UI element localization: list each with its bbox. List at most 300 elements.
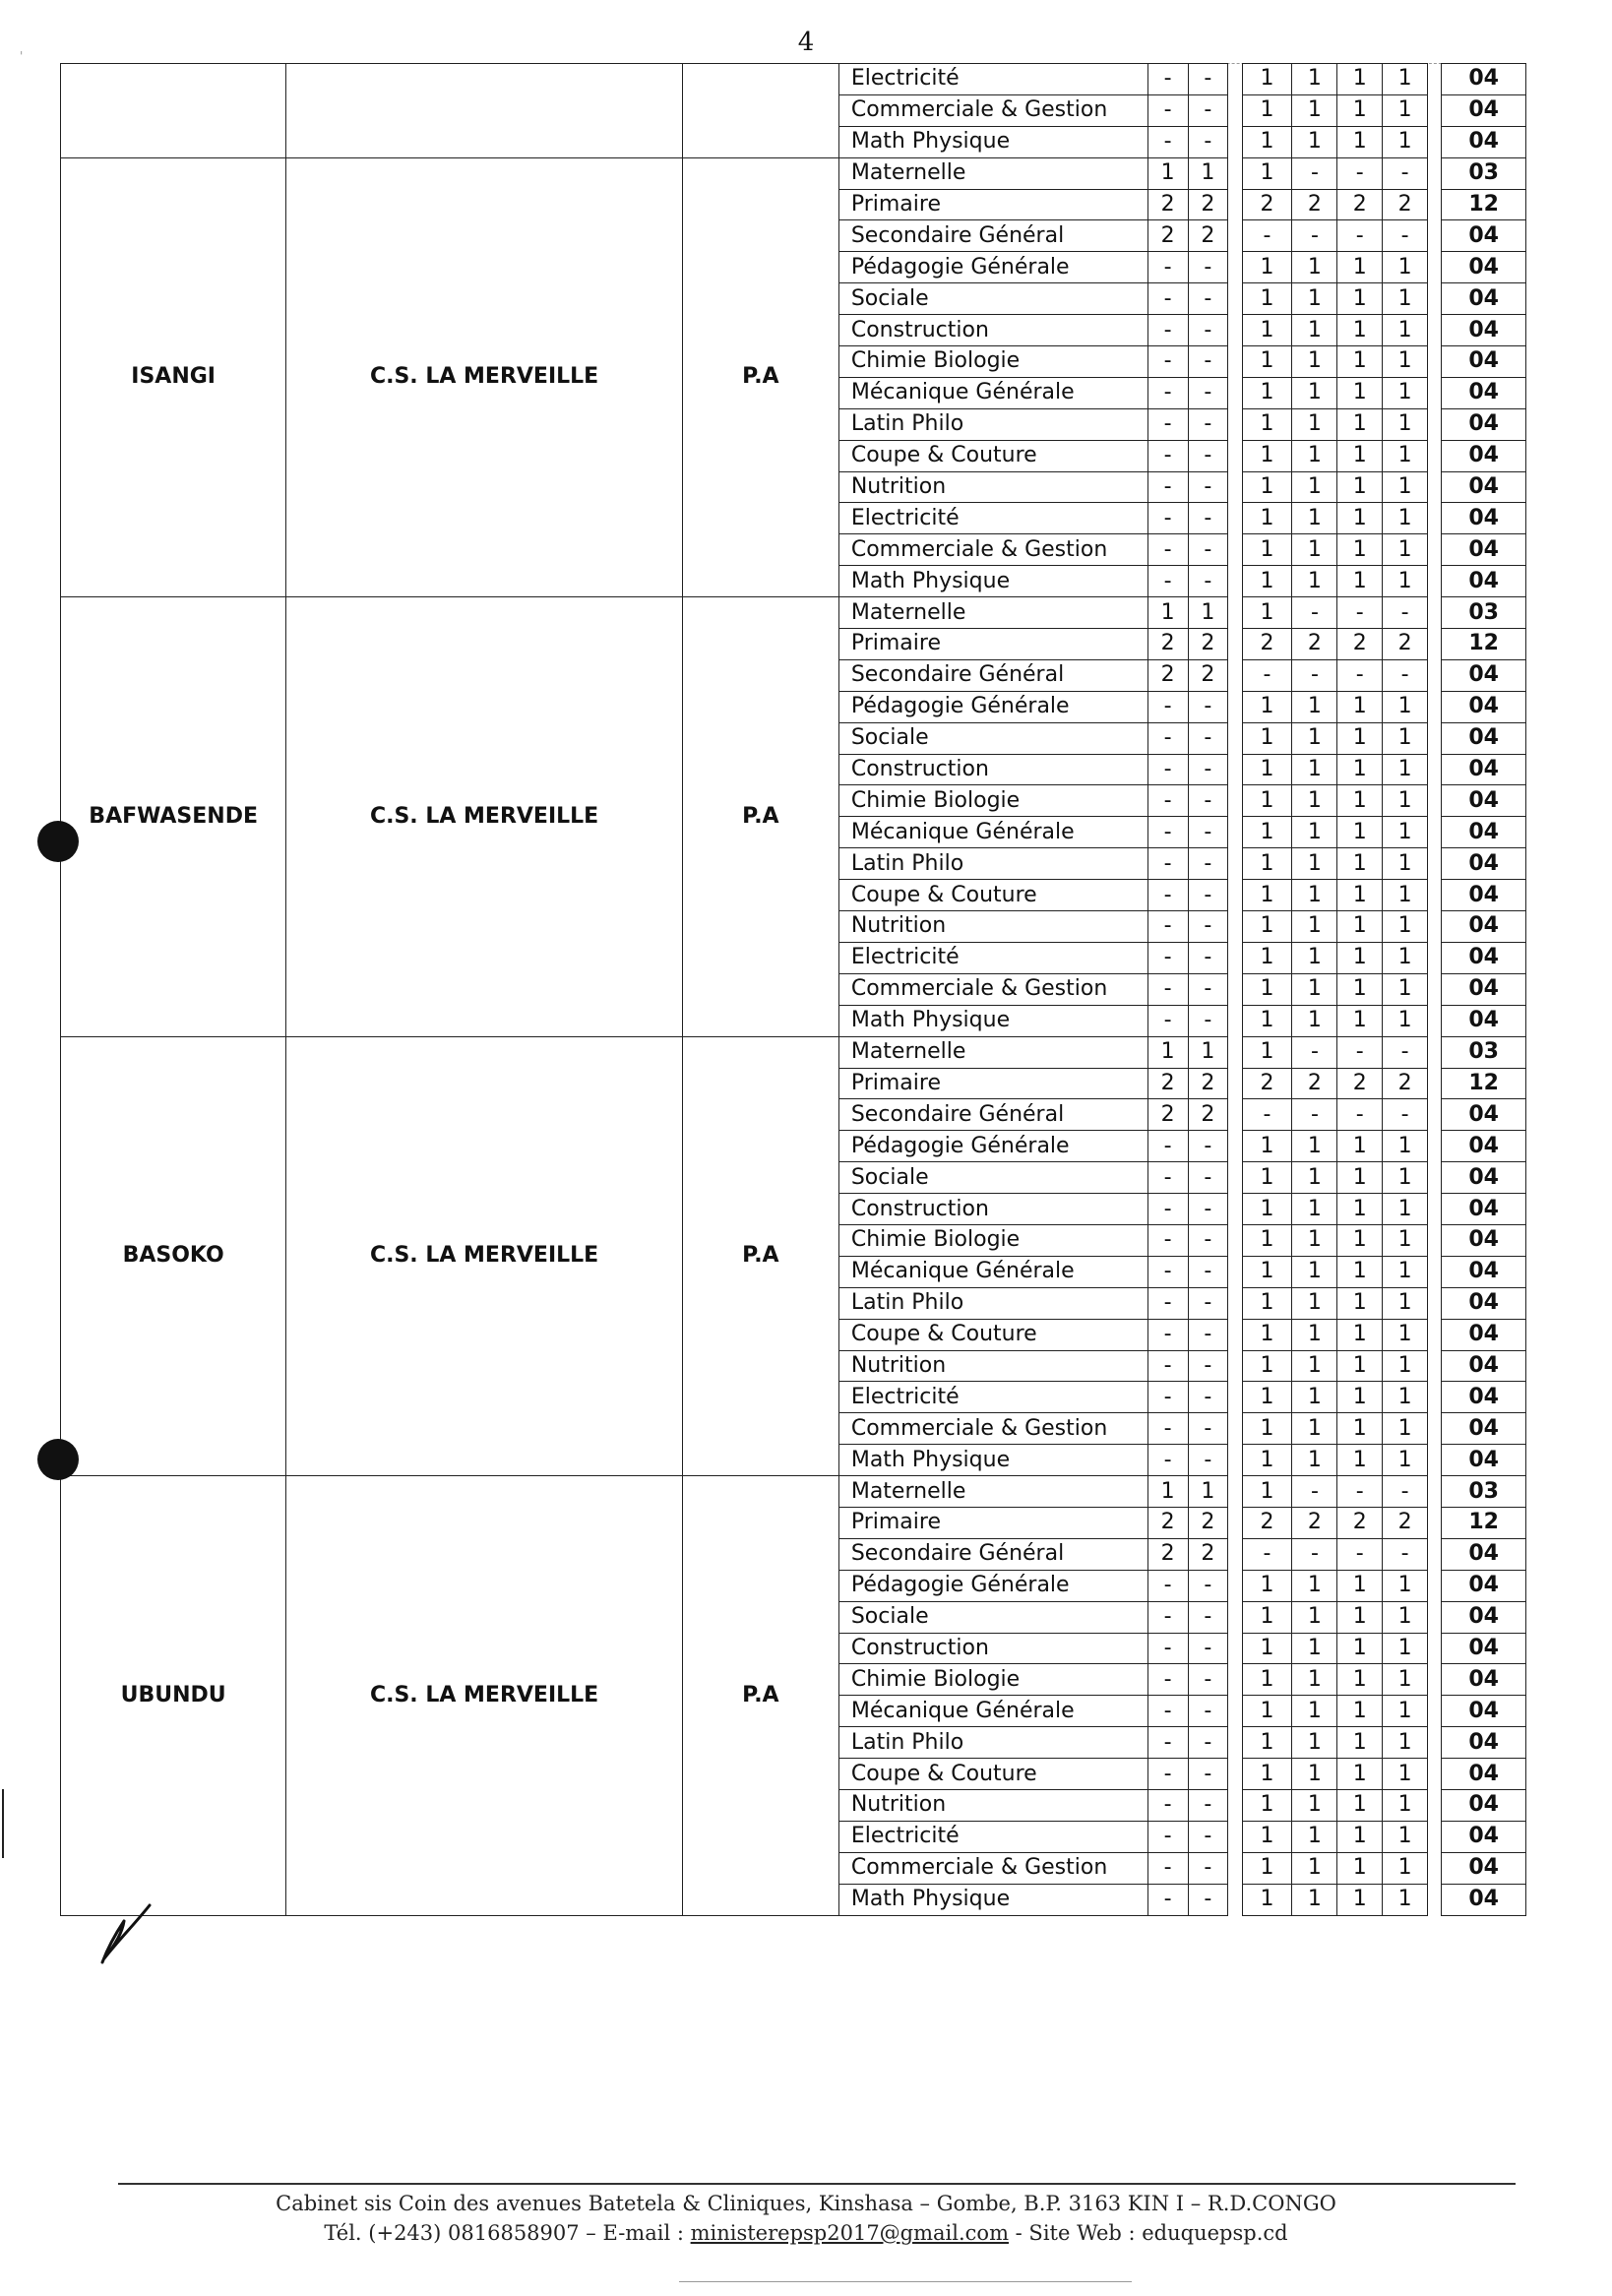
total-cell: 04 bbox=[1442, 346, 1526, 378]
total-cell: 04 bbox=[1442, 817, 1526, 848]
count-cell: 1 bbox=[1383, 722, 1428, 754]
count-cell: 2 bbox=[1147, 629, 1188, 660]
count-cell: - bbox=[1147, 377, 1188, 408]
spacer-cell bbox=[1228, 1350, 1242, 1382]
count-cell: - bbox=[1147, 1224, 1188, 1256]
table-row bbox=[61, 64, 1526, 95]
count-cell: - bbox=[1147, 1759, 1188, 1790]
spacer-cell bbox=[1428, 973, 1442, 1005]
count-cell: 1 bbox=[1292, 1789, 1337, 1821]
count-cell: - bbox=[1188, 1570, 1228, 1601]
count-cell: 1 bbox=[1242, 315, 1292, 346]
count-cell: - bbox=[1383, 659, 1428, 691]
count-cell: 1 bbox=[1337, 503, 1383, 534]
spacer-cell bbox=[1228, 1476, 1242, 1508]
count-cell: 1 bbox=[1292, 1224, 1337, 1256]
spacer-cell bbox=[1228, 1224, 1242, 1256]
spacer-cell bbox=[1428, 848, 1442, 880]
count-cell: 2 bbox=[1337, 189, 1383, 220]
count-cell: 1 bbox=[1292, 1664, 1337, 1696]
count-cell: 2 bbox=[1292, 189, 1337, 220]
spacer-cell bbox=[1428, 1099, 1442, 1131]
spacer-cell bbox=[1228, 220, 1242, 252]
count-cell: 1 bbox=[1242, 1789, 1292, 1821]
option-cell: Math Physique bbox=[838, 1445, 1147, 1476]
footer-rule bbox=[118, 2183, 1516, 2185]
count-cell: - bbox=[1337, 1538, 1383, 1570]
count-cell: 1 bbox=[1292, 1162, 1337, 1194]
count-cell: 1 bbox=[1292, 503, 1337, 534]
count-cell: 1 bbox=[1292, 440, 1337, 471]
count-cell: 1 bbox=[1242, 1821, 1292, 1852]
spacer-cell bbox=[1428, 1131, 1442, 1162]
count-cell: - bbox=[1188, 1884, 1228, 1915]
spacer-cell bbox=[1228, 1256, 1242, 1287]
count-cell: 1 bbox=[1383, 1601, 1428, 1633]
option-cell: Sociale bbox=[838, 722, 1147, 754]
count-cell: - bbox=[1337, 597, 1383, 629]
option-cell: Pédagogie Générale bbox=[838, 1570, 1147, 1601]
count-cell: 1 bbox=[1337, 1382, 1383, 1413]
total-cell: 04 bbox=[1442, 1194, 1526, 1225]
count-cell: 1 bbox=[1292, 94, 1337, 126]
count-cell: 1 bbox=[1383, 1789, 1428, 1821]
count-cell: 1 bbox=[1383, 1664, 1428, 1696]
count-cell: - bbox=[1188, 1664, 1228, 1696]
total-cell: 04 bbox=[1442, 1759, 1526, 1790]
spacer-cell bbox=[1428, 1601, 1442, 1633]
count-cell: - bbox=[1292, 1476, 1337, 1508]
count-cell: - bbox=[1383, 1476, 1428, 1508]
total-cell: 12 bbox=[1442, 1507, 1526, 1538]
count-cell: 1 bbox=[1292, 1350, 1337, 1382]
option-cell: Coupe & Couture bbox=[838, 1759, 1147, 1790]
spacer-cell bbox=[1428, 503, 1442, 534]
count-cell: - bbox=[1188, 534, 1228, 566]
count-cell: 1 bbox=[1337, 1727, 1383, 1759]
spacer-cell bbox=[1428, 1256, 1442, 1287]
count-cell: 1 bbox=[1292, 377, 1337, 408]
count-cell: - bbox=[1188, 754, 1228, 785]
count-cell: 1 bbox=[1337, 911, 1383, 943]
count-cell: 1 bbox=[1337, 1633, 1383, 1664]
spacer-cell bbox=[1228, 1036, 1242, 1068]
option-cell: Sociale bbox=[838, 1162, 1147, 1194]
count-cell: 1 bbox=[1337, 1821, 1383, 1852]
option-cell: Latin Philo bbox=[838, 1727, 1147, 1759]
count-cell: - bbox=[1188, 1287, 1228, 1319]
count-cell: - bbox=[1188, 1759, 1228, 1790]
count-cell: - bbox=[1147, 1319, 1188, 1350]
count-cell: 1 bbox=[1242, 1319, 1292, 1350]
spacer-cell bbox=[1428, 1570, 1442, 1601]
count-cell: 1 bbox=[1292, 942, 1337, 973]
count-cell: 1 bbox=[1242, 1852, 1292, 1884]
spacer-cell bbox=[1428, 534, 1442, 566]
count-cell: 1 bbox=[1383, 408, 1428, 440]
count-cell: - bbox=[1147, 346, 1188, 378]
count-cell: - bbox=[1188, 1162, 1228, 1194]
total-cell: 04 bbox=[1442, 1821, 1526, 1852]
count-cell: - bbox=[1147, 1445, 1188, 1476]
spacer-cell bbox=[1428, 1445, 1442, 1476]
count-cell: 1 bbox=[1337, 408, 1383, 440]
count-cell: - bbox=[1147, 252, 1188, 283]
count-cell: - bbox=[1147, 722, 1188, 754]
spacer-cell bbox=[1228, 252, 1242, 283]
count-cell: 1 bbox=[1292, 1382, 1337, 1413]
spacer-cell bbox=[1228, 973, 1242, 1005]
option-cell: Secondaire Général bbox=[838, 659, 1147, 691]
count-cell: 1 bbox=[1242, 1476, 1292, 1508]
option-cell: Commerciale & Gestion bbox=[838, 1413, 1147, 1445]
option-cell: Maternelle bbox=[838, 1476, 1147, 1508]
count-cell: 1 bbox=[1292, 1256, 1337, 1287]
count-cell: 1 bbox=[1337, 973, 1383, 1005]
spacer-cell bbox=[1228, 880, 1242, 911]
count-cell: - bbox=[1292, 220, 1337, 252]
count-cell: - bbox=[1147, 1664, 1188, 1696]
total-cell: 12 bbox=[1442, 629, 1526, 660]
spacer-cell bbox=[1428, 629, 1442, 660]
count-cell: - bbox=[1147, 1005, 1188, 1036]
total-cell: 04 bbox=[1442, 408, 1526, 440]
total-cell: 04 bbox=[1442, 1884, 1526, 1915]
count-cell: 1 bbox=[1383, 1759, 1428, 1790]
count-cell: 1 bbox=[1292, 252, 1337, 283]
total-cell: 04 bbox=[1442, 471, 1526, 503]
total-cell: 04 bbox=[1442, 1852, 1526, 1884]
count-cell: - bbox=[1147, 64, 1188, 95]
count-cell: 1 bbox=[1292, 534, 1337, 566]
footer-website: - Site Web : eduquepsp.cd bbox=[1008, 2221, 1288, 2245]
option-cell: Latin Philo bbox=[838, 408, 1147, 440]
count-cell: - bbox=[1292, 1036, 1337, 1068]
status-cell: P.A bbox=[682, 1476, 838, 1915]
option-cell: Mécanique Générale bbox=[838, 1696, 1147, 1727]
option-cell: Mécanique Générale bbox=[838, 817, 1147, 848]
count-cell: - bbox=[1147, 817, 1188, 848]
spacer-cell bbox=[1228, 283, 1242, 315]
spacer-cell bbox=[1428, 1789, 1442, 1821]
count-cell: 1 bbox=[1242, 597, 1292, 629]
count-cell: 1 bbox=[1188, 597, 1228, 629]
option-cell: Sociale bbox=[838, 283, 1147, 315]
count-cell: - bbox=[1147, 94, 1188, 126]
count-cell: 1 bbox=[1337, 377, 1383, 408]
count-cell: 1 bbox=[1292, 1194, 1337, 1225]
option-cell: Maternelle bbox=[838, 1036, 1147, 1068]
spacer-cell bbox=[1228, 189, 1242, 220]
count-cell: 1 bbox=[1292, 1821, 1337, 1852]
count-cell: 1 bbox=[1242, 1350, 1292, 1382]
count-cell: - bbox=[1147, 880, 1188, 911]
count-cell: 1 bbox=[1242, 1162, 1292, 1194]
spacer-cell bbox=[1428, 157, 1442, 189]
spacer-cell bbox=[1228, 471, 1242, 503]
count-cell: 1 bbox=[1383, 1224, 1428, 1256]
punch-hole bbox=[37, 821, 79, 862]
count-cell: 1 bbox=[1292, 1570, 1337, 1601]
count-cell: 2 bbox=[1188, 659, 1228, 691]
option-cell: Primaire bbox=[838, 1068, 1147, 1099]
count-cell: - bbox=[1188, 848, 1228, 880]
count-cell: 1 bbox=[1242, 1759, 1292, 1790]
count-cell: - bbox=[1147, 754, 1188, 785]
count-cell: 1 bbox=[1242, 817, 1292, 848]
count-cell: - bbox=[1147, 503, 1188, 534]
count-cell: - bbox=[1383, 597, 1428, 629]
count-cell: 1 bbox=[1383, 377, 1428, 408]
spacer-cell bbox=[1428, 315, 1442, 346]
spacer-cell bbox=[1428, 1884, 1442, 1915]
initials-signature bbox=[94, 1899, 163, 1968]
option-cell: Commerciale & Gestion bbox=[838, 973, 1147, 1005]
option-cell: Nutrition bbox=[838, 1789, 1147, 1821]
count-cell: - bbox=[1147, 942, 1188, 973]
count-cell: 1 bbox=[1242, 1727, 1292, 1759]
spacer-cell bbox=[1228, 1413, 1242, 1445]
spacer-cell bbox=[1428, 1696, 1442, 1727]
count-cell: 1 bbox=[1292, 566, 1337, 597]
spacer-cell bbox=[1228, 1068, 1242, 1099]
spacer-cell bbox=[1228, 1852, 1242, 1884]
spacer-cell bbox=[1228, 94, 1242, 126]
total-cell: 04 bbox=[1442, 880, 1526, 911]
spacer-cell bbox=[1228, 408, 1242, 440]
spacer-cell bbox=[1428, 1507, 1442, 1538]
option-cell: Nutrition bbox=[838, 471, 1147, 503]
spacer-cell bbox=[1428, 1224, 1442, 1256]
count-cell: 1 bbox=[1337, 1570, 1383, 1601]
count-cell: 1 bbox=[1242, 1570, 1292, 1601]
count-cell: - bbox=[1147, 1382, 1188, 1413]
status-cell bbox=[682, 64, 838, 158]
count-cell: 1 bbox=[1383, 1382, 1428, 1413]
total-cell: 04 bbox=[1442, 1224, 1526, 1256]
option-cell: Pédagogie Générale bbox=[838, 1131, 1147, 1162]
count-cell: 1 bbox=[1147, 597, 1188, 629]
option-cell: Mécanique Générale bbox=[838, 377, 1147, 408]
count-cell: - bbox=[1292, 157, 1337, 189]
count-cell: 1 bbox=[1242, 754, 1292, 785]
count-cell: 1 bbox=[1383, 1445, 1428, 1476]
spacer-cell bbox=[1428, 1350, 1442, 1382]
count-cell: 2 bbox=[1188, 1099, 1228, 1131]
spacer-cell bbox=[1228, 1821, 1242, 1852]
count-cell: - bbox=[1188, 1633, 1228, 1664]
total-cell: 03 bbox=[1442, 597, 1526, 629]
punch-hole bbox=[37, 1439, 79, 1480]
spacer-cell bbox=[1228, 1538, 1242, 1570]
count-cell: 1 bbox=[1292, 1601, 1337, 1633]
count-cell: 1 bbox=[1337, 1852, 1383, 1884]
option-cell: Maternelle bbox=[838, 157, 1147, 189]
count-cell: 1 bbox=[1242, 94, 1292, 126]
count-cell: - bbox=[1292, 597, 1337, 629]
count-cell: 1 bbox=[1242, 252, 1292, 283]
spacer-cell bbox=[1228, 1884, 1242, 1915]
table-row bbox=[61, 157, 1526, 189]
count-cell: 1 bbox=[1337, 346, 1383, 378]
school-cell: C.S. LA MERVEILLE bbox=[286, 157, 683, 596]
count-cell: - bbox=[1147, 1194, 1188, 1225]
count-cell: - bbox=[1147, 1633, 1188, 1664]
spacer-cell bbox=[1428, 1194, 1442, 1225]
spacer-cell bbox=[1228, 785, 1242, 817]
spacer-cell bbox=[1228, 1099, 1242, 1131]
spacer-cell bbox=[1228, 1382, 1242, 1413]
count-cell: 1 bbox=[1147, 1036, 1188, 1068]
count-cell: - bbox=[1147, 408, 1188, 440]
spacer-cell bbox=[1228, 1319, 1242, 1350]
count-cell: 1 bbox=[1337, 754, 1383, 785]
count-cell: - bbox=[1292, 659, 1337, 691]
count-cell: - bbox=[1188, 94, 1228, 126]
count-cell: - bbox=[1147, 566, 1188, 597]
spacer-cell bbox=[1428, 1382, 1442, 1413]
count-cell: - bbox=[1383, 220, 1428, 252]
count-cell: 1 bbox=[1383, 942, 1428, 973]
count-cell: 1 bbox=[1188, 157, 1228, 189]
footer bbox=[0, 2189, 1612, 2248]
count-cell: 1 bbox=[1383, 471, 1428, 503]
count-cell: - bbox=[1242, 1538, 1292, 1570]
total-cell: 04 bbox=[1442, 1633, 1526, 1664]
total-cell: 04 bbox=[1442, 440, 1526, 471]
count-cell: 1 bbox=[1337, 848, 1383, 880]
count-cell: 1 bbox=[1337, 722, 1383, 754]
count-cell: 2 bbox=[1147, 1068, 1188, 1099]
total-cell: 04 bbox=[1442, 283, 1526, 315]
count-cell: 1 bbox=[1292, 880, 1337, 911]
count-cell: 2 bbox=[1147, 659, 1188, 691]
count-cell: - bbox=[1188, 1601, 1228, 1633]
option-cell: Chimie Biologie bbox=[838, 785, 1147, 817]
count-cell: 2 bbox=[1188, 1538, 1228, 1570]
count-cell: - bbox=[1147, 534, 1188, 566]
count-cell: 1 bbox=[1292, 283, 1337, 315]
count-cell: 1 bbox=[1337, 440, 1383, 471]
count-cell: - bbox=[1188, 911, 1228, 943]
count-cell: 1 bbox=[1337, 1319, 1383, 1350]
count-cell: 1 bbox=[1242, 346, 1292, 378]
spacer-cell bbox=[1428, 220, 1442, 252]
spacer-cell bbox=[1428, 722, 1442, 754]
spacer-cell bbox=[1228, 1789, 1242, 1821]
option-cell: Construction bbox=[838, 1194, 1147, 1225]
count-cell: 1 bbox=[1337, 1445, 1383, 1476]
spacer-cell bbox=[1428, 408, 1442, 440]
option-cell: Nutrition bbox=[838, 1350, 1147, 1382]
total-cell: 04 bbox=[1442, 1162, 1526, 1194]
count-cell: 1 bbox=[1292, 408, 1337, 440]
total-cell: 04 bbox=[1442, 126, 1526, 157]
count-cell: 2 bbox=[1337, 629, 1383, 660]
count-cell: 1 bbox=[1383, 1413, 1428, 1445]
count-cell: 2 bbox=[1147, 189, 1188, 220]
total-cell: 04 bbox=[1442, 1005, 1526, 1036]
count-cell: 1 bbox=[1242, 942, 1292, 973]
total-cell: 04 bbox=[1442, 973, 1526, 1005]
spacer-cell bbox=[1428, 1413, 1442, 1445]
count-cell: 1 bbox=[1337, 1350, 1383, 1382]
option-cell: Secondaire Général bbox=[838, 220, 1147, 252]
spacer-cell bbox=[1428, 1852, 1442, 1884]
total-cell: 03 bbox=[1442, 1036, 1526, 1068]
count-cell: 1 bbox=[1383, 1131, 1428, 1162]
count-cell: 2 bbox=[1242, 1068, 1292, 1099]
count-cell: 1 bbox=[1242, 1224, 1292, 1256]
option-cell: Pédagogie Générale bbox=[838, 691, 1147, 722]
spacer-cell bbox=[1228, 440, 1242, 471]
count-cell: 2 bbox=[1188, 1068, 1228, 1099]
count-cell: 1 bbox=[1383, 785, 1428, 817]
count-cell: 2 bbox=[1147, 220, 1188, 252]
count-cell: 1 bbox=[1292, 973, 1337, 1005]
count-cell: - bbox=[1337, 1036, 1383, 1068]
option-cell: Electricité bbox=[838, 1821, 1147, 1852]
spacer-cell bbox=[1428, 1036, 1442, 1068]
count-cell: 1 bbox=[1337, 1256, 1383, 1287]
total-cell: 04 bbox=[1442, 1413, 1526, 1445]
city-cell: ISANGI bbox=[61, 157, 286, 596]
count-cell: 1 bbox=[1292, 1696, 1337, 1727]
allocation-table-body bbox=[61, 64, 1526, 1916]
count-cell: 1 bbox=[1337, 1601, 1383, 1633]
count-cell: 2 bbox=[1147, 1507, 1188, 1538]
spacer-cell bbox=[1228, 1162, 1242, 1194]
count-cell: 1 bbox=[1337, 942, 1383, 973]
total-cell: 04 bbox=[1442, 1131, 1526, 1162]
count-cell: - bbox=[1147, 1601, 1188, 1633]
total-cell: 04 bbox=[1442, 1601, 1526, 1633]
count-cell: - bbox=[1147, 440, 1188, 471]
count-cell: - bbox=[1147, 1256, 1188, 1287]
count-cell: 1 bbox=[1242, 1445, 1292, 1476]
count-cell: 2 bbox=[1188, 220, 1228, 252]
count-cell: - bbox=[1383, 157, 1428, 189]
spacer-cell bbox=[1228, 64, 1242, 95]
count-cell: 1 bbox=[1383, 1194, 1428, 1225]
spacer-cell bbox=[1228, 942, 1242, 973]
count-cell: 1 bbox=[1383, 973, 1428, 1005]
count-cell: - bbox=[1147, 1413, 1188, 1445]
city-cell: BAFWASENDE bbox=[61, 597, 286, 1036]
count-cell: 1 bbox=[1383, 440, 1428, 471]
count-cell: - bbox=[1188, 1696, 1228, 1727]
footer-email-link[interactable]: ministerepsp2017@gmail.com bbox=[690, 2221, 1009, 2245]
count-cell: 1 bbox=[1337, 1884, 1383, 1915]
spacer-cell bbox=[1428, 440, 1442, 471]
count-cell: 1 bbox=[1337, 126, 1383, 157]
option-cell: Chimie Biologie bbox=[838, 346, 1147, 378]
spacer-cell bbox=[1428, 566, 1442, 597]
count-cell: 1 bbox=[1292, 1759, 1337, 1790]
count-cell: 2 bbox=[1292, 629, 1337, 660]
count-cell: 1 bbox=[1383, 283, 1428, 315]
count-cell: - bbox=[1188, 1350, 1228, 1382]
option-cell: Primaire bbox=[838, 1507, 1147, 1538]
count-cell: 1 bbox=[1242, 1005, 1292, 1036]
count-cell: - bbox=[1188, 1445, 1228, 1476]
count-cell: - bbox=[1188, 283, 1228, 315]
count-cell: - bbox=[1188, 880, 1228, 911]
spacer-cell bbox=[1428, 1759, 1442, 1790]
spacer-cell bbox=[1228, 534, 1242, 566]
count-cell: 1 bbox=[1242, 1696, 1292, 1727]
count-cell: 1 bbox=[1188, 1476, 1228, 1508]
